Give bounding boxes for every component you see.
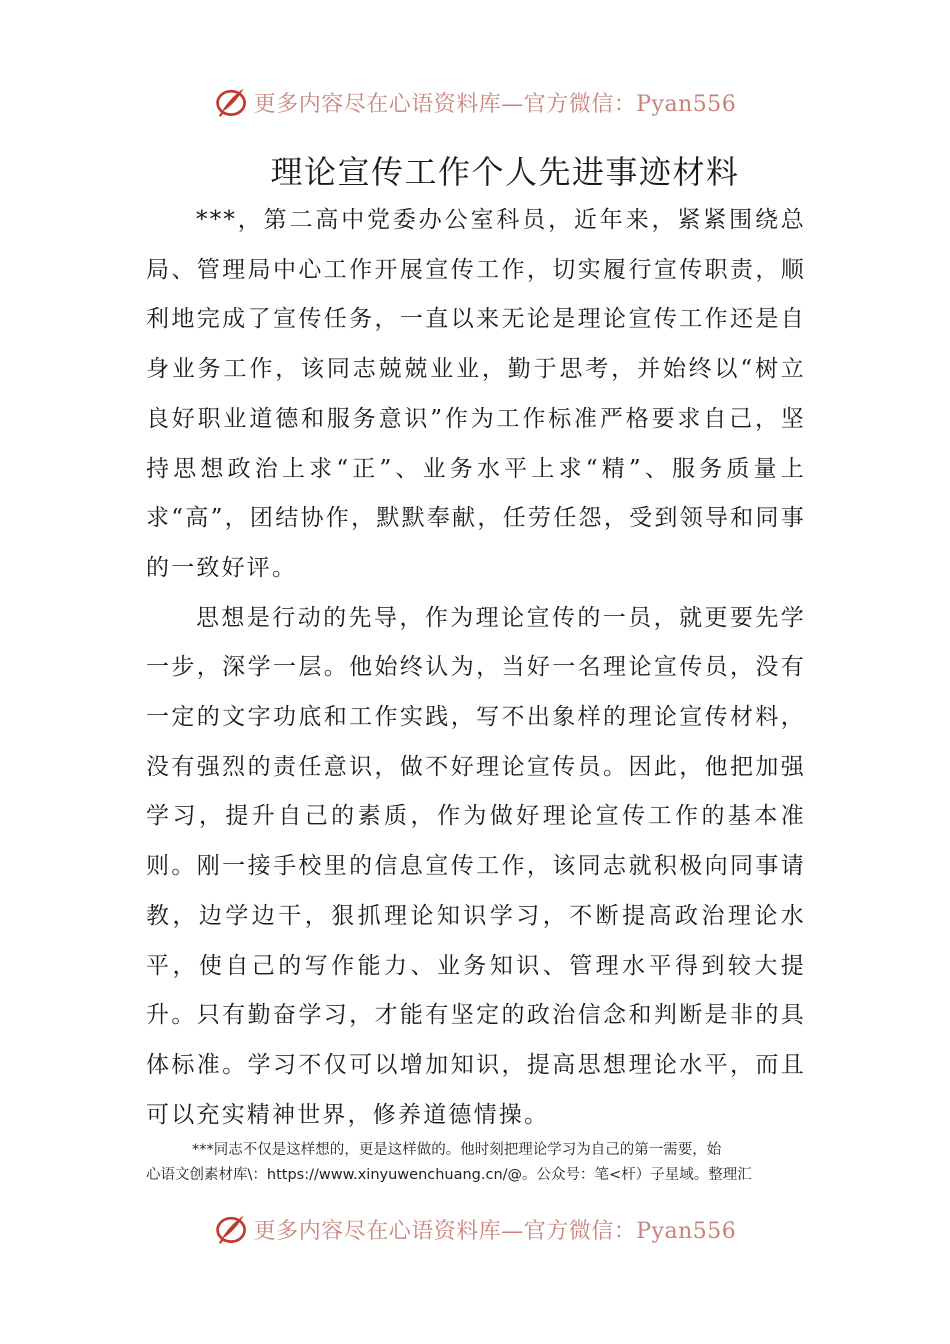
banner-text: 更多内容尽在心语资料库—官方微信：Pyan556 [253, 91, 737, 117]
quill-logo-icon [214, 84, 250, 120]
paragraph: 思想是行动的先导，作为理论宣传的一员，就更要先学一步，深学一层。他始终认为，当好一名理论宣传员，没有一定的文字功底和工作实践，写不出象样的理论宣传材料，没有强烈的责任意识，做不好理论宣传员。因此，他把加强学习，提升自己的素质，作为做好理论宣传工作的基本准则。刚一接手校里的信息宣传工作，该同志就积极向同事请教，边学边干，狠抓理论知识学习，不断提高政治理论水平，使自己的写作能力、业务知识、管理水平得到较大提升。只有勤奋学习，才能有坚定的政治信念和判断是非的具体标准。学习不仅可以增加知识，提高思想理论水平，而且可以充实精神世界，修养道德情操。 [146, 604, 806, 1128]
paragraph: ***，第二高中党委办公室科员，近年来，紧紧围绕总局、管理局中心工作开展宣传工作，切实履行宣传职责，顺利地完成了宣传任务，一直以来无论是理论宣传工作还是自身业务工作，该同志兢兢业业，勤于思考，并始终以“树立良好职业道德和服务意识”作为工作标准严格要求自己，坚持思想政治上求“正”、业务水平上求“精”、服务质量上求“高”，团结协作，默默奉献，任劳任怨，受到领导和同事的一致好评。 [146, 207, 806, 581]
quill-logo-icon [214, 1211, 250, 1247]
header-watermark-banner [0, 78, 950, 126]
document-title: 理论宣传工作个人先进事迹材料 [270, 153, 740, 191]
footnote-line: 心语文创素材库\：https://www.xinyuwenchuang.cn/@。公众号：笔<杆）子星域。整理汇 [146, 1167, 752, 1183]
footer-watermark-banner [0, 1205, 950, 1253]
footnote-line: ***同志不仅是这样想的，更是这样做的。他时刻把理论学习为自己的第一需要，始 [192, 1142, 722, 1158]
banner-text: 更多内容尽在心语资料库—官方微信：Pyan556 [253, 1218, 737, 1244]
document-body [146, 196, 806, 1140]
footnote [146, 1138, 806, 1188]
